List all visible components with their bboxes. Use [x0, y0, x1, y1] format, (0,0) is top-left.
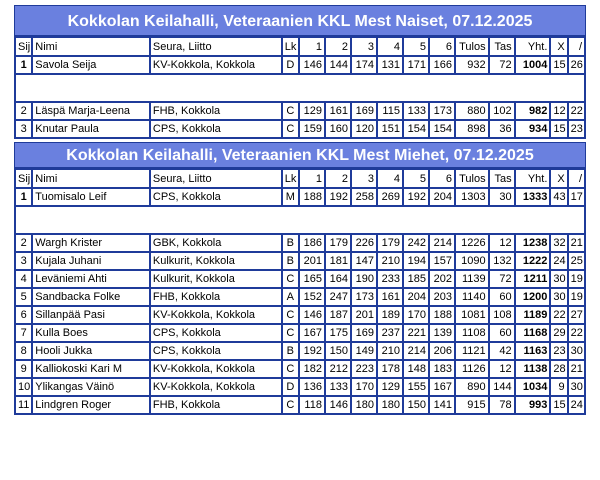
result-cell: 1226 [456, 235, 488, 251]
game-3-cell: 173 [352, 289, 376, 305]
game-4-cell: 180 [378, 397, 402, 413]
total-cell: 993 [516, 397, 550, 413]
total-cell: 1004 [516, 57, 550, 73]
strikes-cell: 15 [553, 59, 566, 71]
result-cell: 1108 [456, 325, 488, 341]
class-cell: C [283, 361, 298, 377]
strikes-cell: 24 [553, 255, 566, 267]
table-row [16, 379, 584, 395]
name-cell: Tuomisalo Leif [33, 189, 149, 205]
game-4-cell: 178 [378, 361, 402, 377]
header-game-4: 4 [378, 170, 402, 187]
rank-cell: 3 [16, 253, 31, 269]
handicap-cell: 72 [490, 57, 514, 73]
table-row [16, 343, 584, 359]
class-cell: D [283, 57, 298, 73]
header-class: Lk [283, 38, 298, 55]
table-row [16, 253, 584, 269]
strikes-cell: 23 [553, 345, 566, 357]
game-1-cell: 188 [300, 189, 324, 205]
rank-cell: 3 [16, 121, 31, 137]
header-result: Tulos [456, 38, 488, 55]
game-1-cell: 182 [300, 361, 324, 377]
game-5-cell: 170 [404, 307, 428, 323]
result-cell: 898 [456, 121, 488, 137]
rank-cell: 1 [16, 57, 31, 73]
header-total: Yht. [516, 38, 550, 55]
class-cell: B [283, 253, 298, 269]
game-6-cell: 139 [430, 325, 454, 341]
game-2-cell: 164 [326, 271, 350, 287]
handicap-cell: 30 [490, 189, 514, 205]
header-game-3: 3 [352, 38, 376, 55]
game-4-cell: 210 [378, 343, 402, 359]
header-class: Lk [283, 170, 298, 187]
game-1-cell: 118 [300, 397, 324, 413]
club-cell: FHB, Kokkola [151, 103, 281, 119]
game-4-cell: 161 [378, 289, 402, 305]
header-name: Nimi [33, 38, 149, 55]
game-3-cell: 169 [352, 103, 376, 119]
handicap-cell: 12 [490, 361, 514, 377]
game-3-cell: 201 [352, 307, 376, 323]
game-2-cell: 161 [326, 103, 350, 119]
header-total: Yht. [516, 170, 550, 187]
handicap-cell: 42 [490, 343, 514, 359]
class-cell: B [283, 235, 298, 251]
game-1-cell: 167 [300, 325, 324, 341]
game-5-cell: 185 [404, 271, 428, 287]
game-4-cell: 269 [378, 189, 402, 205]
game-3-cell: 147 [352, 253, 376, 269]
game-2-cell: 144 [326, 57, 350, 73]
table-row [16, 121, 584, 137]
game-3-cell: 149 [352, 343, 376, 359]
game-5-cell: 154 [404, 121, 428, 137]
header-game-6: 6 [430, 170, 454, 187]
spares-cell: 21 [570, 363, 583, 375]
game-2-cell: 212 [326, 361, 350, 377]
game-3-cell: 223 [352, 361, 376, 377]
club-cell: Kulkurit, Kokkola [151, 253, 281, 269]
result-cell: 1139 [456, 271, 488, 287]
rank-cell: 4 [16, 271, 31, 287]
handicap-cell: 72 [490, 271, 514, 287]
rank-cell: 2 [16, 103, 31, 119]
strikes-cell: 30 [553, 291, 566, 303]
club-cell: KV-Kokkola, Kokkola [151, 57, 281, 73]
name-cell: Savola Seija [33, 57, 149, 73]
game-2-cell: 192 [326, 189, 350, 205]
game-6-cell: 204 [430, 189, 454, 205]
name-cell: Leväniemi Ahti [33, 271, 149, 287]
game-5-cell: 150 [404, 397, 428, 413]
header-game-5: 5 [404, 38, 428, 55]
class-cell: C [283, 307, 298, 323]
total-cell: 1168 [516, 325, 550, 341]
club-cell: CPS, Kokkola [151, 189, 281, 205]
total-cell: 1222 [516, 253, 550, 269]
name-cell: Kalliokoski Kari M [33, 361, 149, 377]
spacer-row [16, 75, 584, 101]
header-result: Tulos [456, 170, 488, 187]
header-strikes: X [551, 38, 566, 55]
game-6-cell: 214 [430, 235, 454, 251]
game-3-cell: 226 [352, 235, 376, 251]
game-1-cell: 165 [300, 271, 324, 287]
header-game-1: 1 [300, 38, 324, 55]
strikes-cell: 32 [553, 237, 566, 249]
header-handicap: Tas [490, 38, 514, 55]
game-1-cell: 136 [300, 379, 324, 395]
game-2-cell: 150 [326, 343, 350, 359]
strikes-cell: 15 [553, 399, 566, 411]
game-2-cell: 181 [326, 253, 350, 269]
rank-cell: 9 [16, 361, 31, 377]
result-cell: 1303 [456, 189, 488, 205]
women-title: Kokkolan Keilahalli, Veteraanien KKL Mest Naiset, 07.12.2025 [14, 5, 586, 36]
game-6-cell: 154 [430, 121, 454, 137]
game-6-cell: 157 [430, 253, 454, 269]
game-6-cell: 202 [430, 271, 454, 287]
game-4-cell: 189 [378, 307, 402, 323]
game-4-cell: 210 [378, 253, 402, 269]
class-cell: M [283, 189, 298, 205]
game-3-cell: 180 [352, 397, 376, 413]
header-club: Seura, Liitto [151, 170, 281, 187]
rank-cell: 6 [16, 307, 31, 323]
total-cell: 934 [516, 121, 550, 137]
handicap-cell: 12 [490, 235, 514, 251]
handicap-cell: 60 [490, 325, 514, 341]
name-cell: Hooli Jukka [33, 343, 149, 359]
total-cell: 1200 [516, 289, 550, 305]
class-cell: C [283, 325, 298, 341]
table-row [16, 57, 584, 73]
strikes-cell: 9 [551, 379, 566, 395]
handicap-cell: 144 [490, 379, 514, 395]
game-3-cell: 120 [352, 121, 376, 137]
game-4-cell: 115 [378, 103, 402, 119]
club-cell: CPS, Kokkola [151, 343, 281, 359]
game-2-cell: 175 [326, 325, 350, 341]
name-cell: Wargh Krister [33, 235, 149, 251]
total-cell: 1189 [516, 307, 550, 323]
handicap-cell: 102 [490, 103, 514, 119]
game-5-cell: 204 [404, 289, 428, 305]
game-6-cell: 167 [430, 379, 454, 395]
header-game-5: 5 [404, 170, 428, 187]
results-page [14, 5, 586, 415]
strikes-cell: 30 [553, 273, 566, 285]
class-cell: C [283, 271, 298, 287]
men-title: Kokkolan Keilahalli, Veteraanien KKL Mest Miehet, 07.12.2025 [14, 142, 586, 168]
game-2-cell: 179 [326, 235, 350, 251]
rank-cell: 2 [16, 235, 31, 251]
game-5-cell: 171 [404, 57, 428, 73]
header-game-6: 6 [430, 38, 454, 55]
game-6-cell: 188 [430, 307, 454, 323]
game-6-cell: 173 [430, 103, 454, 119]
game-1-cell: 201 [300, 253, 324, 269]
total-cell: 982 [516, 103, 550, 119]
table-row [16, 307, 584, 323]
game-5-cell: 148 [404, 361, 428, 377]
game-6-cell: 206 [430, 343, 454, 359]
rank-cell: 7 [16, 325, 31, 341]
game-4-cell: 233 [378, 271, 402, 287]
table-row [16, 271, 584, 287]
total-cell: 1163 [516, 343, 550, 359]
table-row [16, 397, 584, 413]
name-cell: Lindgren Roger [33, 397, 149, 413]
spares-cell: 25 [570, 255, 583, 267]
handicap-cell: 108 [490, 307, 514, 323]
game-4-cell: 131 [378, 57, 402, 73]
game-4-cell: 151 [378, 121, 402, 137]
game-1-cell: 186 [300, 235, 324, 251]
header-strikes: X [551, 170, 566, 187]
header-game-4: 4 [378, 38, 402, 55]
spares-cell: 17 [570, 191, 583, 203]
header-game-2: 2 [326, 170, 350, 187]
handicap-cell: 60 [490, 289, 514, 305]
game-2-cell: 146 [326, 397, 350, 413]
spares-cell: 30 [570, 381, 583, 393]
game-4-cell: 129 [378, 379, 402, 395]
header-row [16, 38, 584, 55]
game-5-cell: 133 [404, 103, 428, 119]
game-1-cell: 146 [300, 57, 324, 73]
strikes-cell: 29 [553, 327, 566, 339]
total-cell: 1238 [516, 235, 550, 251]
result-cell: 1081 [456, 307, 488, 323]
game-6-cell: 203 [430, 289, 454, 305]
game-1-cell: 146 [300, 307, 324, 323]
name-cell: Ylikangas Väinö [33, 379, 149, 395]
game-3-cell: 190 [352, 271, 376, 287]
total-cell: 1138 [516, 361, 550, 377]
game-2-cell: 187 [326, 307, 350, 323]
result-cell: 1121 [456, 343, 488, 359]
club-cell: CPS, Kokkola [151, 121, 281, 137]
game-3-cell: 169 [352, 325, 376, 341]
game-4-cell: 179 [378, 235, 402, 251]
club-cell: KV-Kokkola, Kokkola [151, 307, 281, 323]
strikes-cell: 15 [553, 123, 566, 135]
game-4-cell: 237 [378, 325, 402, 341]
handicap-cell: 132 [490, 253, 514, 269]
result-cell: 1140 [456, 289, 488, 305]
total-cell: 1211 [516, 271, 550, 287]
class-cell: D [283, 379, 298, 395]
club-cell: GBK, Kokkola [151, 235, 281, 251]
name-cell: Kujala Juhani [33, 253, 149, 269]
game-5-cell: 221 [404, 325, 428, 341]
game-3-cell: 170 [352, 379, 376, 395]
rank-cell: 10 [18, 381, 31, 393]
spares-cell: 30 [570, 345, 583, 357]
name-cell: Läspä Marja-Leena [33, 103, 149, 119]
handicap-cell: 78 [490, 397, 514, 413]
header-game-1: 1 [300, 170, 324, 187]
game-1-cell: 129 [300, 103, 324, 119]
rank-cell: 1 [16, 189, 31, 205]
game-2-cell: 160 [326, 121, 350, 137]
club-cell: FHB, Kokkola [151, 289, 281, 305]
table-row [16, 289, 584, 305]
game-5-cell: 214 [404, 343, 428, 359]
club-cell: KV-Kokkola, Kokkola [151, 379, 281, 395]
strikes-cell: 43 [553, 191, 566, 203]
spares-cell: 24 [570, 399, 583, 411]
spares-cell: 22 [570, 327, 583, 339]
result-cell: 932 [456, 57, 488, 73]
table-row [16, 235, 584, 251]
table-row [16, 189, 584, 205]
spares-cell: 19 [570, 273, 583, 285]
result-cell: 1090 [456, 253, 488, 269]
game-5-cell: 242 [404, 235, 428, 251]
spares-cell: 21 [570, 237, 583, 249]
header-game-2: 2 [326, 38, 350, 55]
strikes-cell: 28 [553, 363, 566, 375]
rank-cell: 11 [18, 399, 30, 411]
header-rank: Sij [16, 170, 31, 187]
class-cell: A [283, 289, 298, 305]
class-cell: B [283, 343, 298, 359]
rank-cell: 5 [16, 289, 31, 305]
result-cell: 890 [456, 379, 488, 395]
header-name: Nimi [33, 170, 149, 187]
spares-cell: 27 [570, 309, 583, 321]
spares-cell: 19 [570, 291, 583, 303]
handicap-cell: 36 [490, 121, 514, 137]
strikes-cell: 22 [553, 309, 566, 321]
club-cell: KV-Kokkola, Kokkola [151, 361, 281, 377]
name-cell: Sandbacka Folke [33, 289, 149, 305]
result-cell: 915 [456, 397, 488, 413]
game-3-cell: 258 [352, 189, 376, 205]
spares-cell: 23 [570, 123, 583, 135]
game-6-cell: 183 [430, 361, 454, 377]
header-spares: / [569, 38, 584, 55]
game-1-cell: 152 [300, 289, 324, 305]
game-6-cell: 166 [430, 57, 454, 73]
game-5-cell: 192 [404, 189, 428, 205]
header-rank: Sij [16, 38, 31, 55]
class-cell: C [283, 121, 298, 137]
result-cell: 880 [456, 103, 488, 119]
game-5-cell: 155 [404, 379, 428, 395]
game-1-cell: 192 [300, 343, 324, 359]
spares-cell: 22 [570, 105, 583, 117]
header-handicap: Tas [490, 170, 514, 187]
spacer-row [16, 207, 584, 233]
table-row [16, 325, 584, 341]
name-cell: Sillanpää Pasi [33, 307, 149, 323]
club-cell: CPS, Kokkola [151, 325, 281, 341]
club-cell: Kulkurit, Kokkola [151, 271, 281, 287]
class-cell: C [283, 397, 298, 413]
total-cell: 1333 [516, 189, 550, 205]
women-results-table [14, 36, 586, 139]
game-2-cell: 133 [326, 379, 350, 395]
total-cell: 1034 [516, 379, 550, 395]
men-results-table [14, 168, 586, 415]
game-2-cell: 247 [326, 289, 350, 305]
result-cell: 1126 [456, 361, 488, 377]
table-row [16, 103, 584, 119]
header-spares: / [569, 170, 584, 187]
header-game-3: 3 [352, 170, 376, 187]
game-6-cell: 141 [430, 397, 454, 413]
spares-cell: 26 [570, 59, 583, 71]
game-3-cell: 174 [352, 57, 376, 73]
club-cell: FHB, Kokkola [151, 397, 281, 413]
game-5-cell: 194 [404, 253, 428, 269]
name-cell: Knutar Paula [33, 121, 149, 137]
rank-cell: 8 [16, 343, 31, 359]
strikes-cell: 12 [553, 105, 566, 117]
game-1-cell: 159 [300, 121, 324, 137]
table-row [16, 361, 584, 377]
header-row [16, 170, 584, 187]
header-club: Seura, Liitto [151, 38, 281, 55]
name-cell: Kulla Boes [33, 325, 149, 341]
class-cell: C [283, 103, 298, 119]
